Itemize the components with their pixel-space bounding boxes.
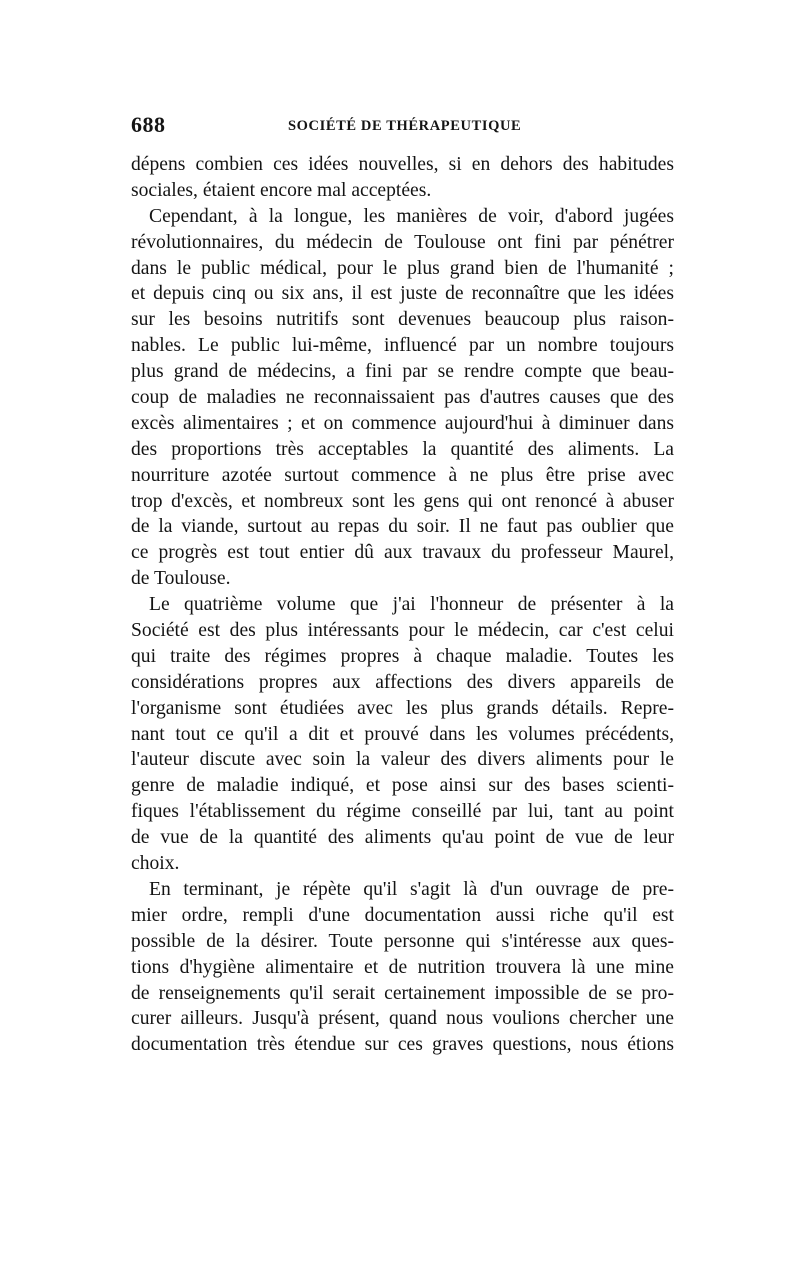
text-line: Cependant, à la longue, les manières de voir, d'abord jugées xyxy=(149,205,674,227)
text-line: trop d'excès, et nombreux sont les gens qui ont renoncé à abuser xyxy=(131,490,674,512)
text-line: dépens combien ces idées nouvelles, si en dehors des habitudes xyxy=(131,154,674,175)
page-number: 688 xyxy=(131,112,166,137)
text-line: Le quatrième volume que j'ai l'honneur de présenter à la xyxy=(149,594,674,616)
text-line: de la viande, surtout au repas du soir. Il ne faut pas oublier que xyxy=(131,516,674,538)
text-line: révolutionnaires, du médecin de Toulouse ont fini par pénétrer xyxy=(131,231,674,253)
text-line: mier ordre, rempli d'une documentation aussi riche qu'il est xyxy=(131,904,674,926)
text-line: excès alimentaires ; et on commence aujourd'hui à diminuer dans xyxy=(131,412,674,434)
text-line: considérations propres aux affections des divers appareils de xyxy=(131,671,674,693)
text-line: coup de maladies ne reconnaissaient pas d'autres causes que des xyxy=(131,387,674,409)
text-line: et depuis cinq ou six ans, il est juste de reconnaître que les idées xyxy=(131,283,674,305)
running-head xyxy=(131,112,671,142)
running-title: SOCIÉTÉ DE THÉRAPEUTIQUE xyxy=(288,118,522,134)
text-line: nourriture azotée surtout commence à ne plus être prise avec xyxy=(131,464,674,486)
text-line: de vue de la quantité des aliments qu'au point de vue de leur xyxy=(131,827,674,849)
text-line: de renseignements qu'il serait certainement impossible de se pro- xyxy=(131,982,674,1004)
text-line: documentation très étendue sur ces graves questions, nous étions xyxy=(131,1034,674,1056)
text-line: sociales, étaient encore mal acceptées. xyxy=(131,179,432,201)
text-line: qui traite des régimes propres à chaque maladie. Toutes les xyxy=(131,645,674,667)
text-line: fiques l'établissement du régime conseillé par lui, tant au point xyxy=(131,801,674,823)
text-line: En terminant, je répète qu'il s'agit là d'un ouvrage de pre- xyxy=(149,878,674,900)
text-line: sur les besoins nutritifs sont devenues beaucoup plus raison- xyxy=(131,309,674,331)
text-line: tions d'hygiène alimentaire et de nutrition trouvera là une mine xyxy=(131,956,674,978)
text-line: des proportions très acceptables la quantité des aliments. La xyxy=(131,438,674,460)
body-text xyxy=(131,152,674,1058)
text-line: possible de la désirer. Toute personne qui s'intéresse aux ques- xyxy=(131,930,674,952)
text-line: de Toulouse. xyxy=(131,568,231,590)
text-line: l'auteur discute avec soin la valeur des divers aliments pour le xyxy=(131,749,674,771)
text-line: genre de maladie indiqué, et pose ainsi sur des bases scienti- xyxy=(131,775,674,797)
text-line: Société est des plus intéressants pour le médecin, car c'est celui xyxy=(131,620,674,642)
text-line: curer ailleurs. Jusqu'à présent, quand nous voulions chercher une xyxy=(131,1008,674,1030)
text-line: ce progrès est tout entier dû aux travaux du professeur Maurel, xyxy=(131,542,674,564)
text-line: choix. xyxy=(131,853,180,875)
text-line: nables. Le public lui-même, influencé par un nombre toujours xyxy=(131,335,674,357)
text-line: dans le public médical, pour le plus grand bien de l'humanité ; xyxy=(131,257,674,279)
text-line: nant tout ce qu'il a dit et prouvé dans les volumes précédents, xyxy=(131,723,674,745)
text-line: plus grand de médecins, a fini par se rendre compte que beau- xyxy=(131,361,674,383)
text-line: l'organisme sont étudiées avec les plus grands détails. Repre- xyxy=(131,697,674,719)
